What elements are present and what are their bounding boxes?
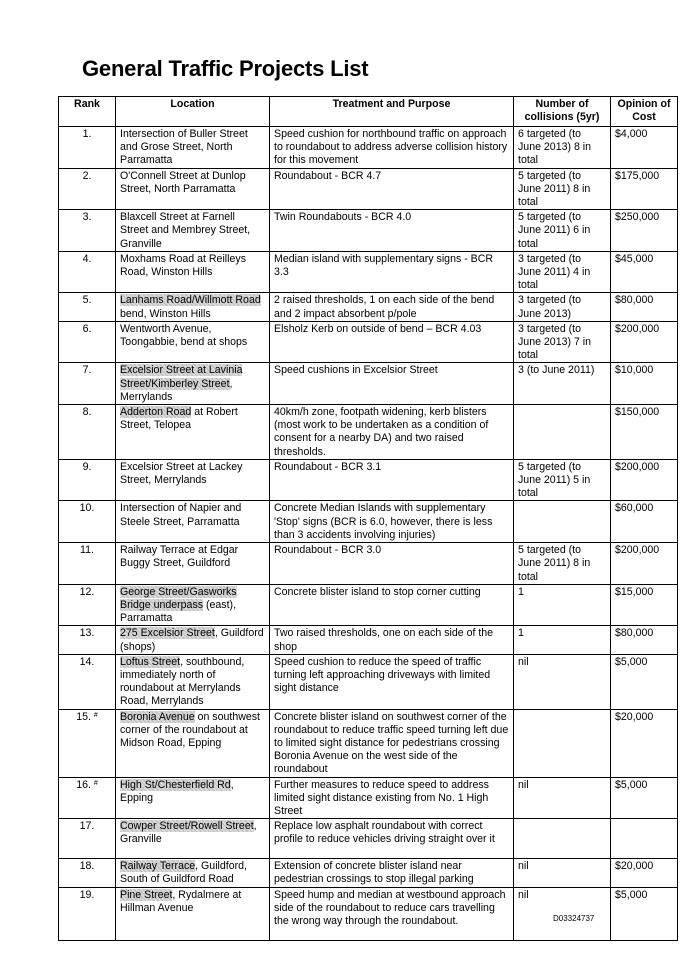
collisions-cell: nil [514,859,611,887]
cost-cell: $10,000 [611,363,678,405]
collisions-cell: 5 targeted (to June 2011) 8 in total [514,543,611,585]
table-row [59,405,678,460]
treatment-cell: Concrete blister island on southwest corner of the roundabout to reduce traffic speed turning left due to limited sight distance for pedestrians crossing Boronia Avenue on the west side of the roundabout [270,709,514,777]
table-row [59,321,678,363]
rank-number: 11. [80,544,94,557]
location-cell [116,459,270,501]
location-text: bend, Winston Hills [120,307,211,320]
rank-cell [59,363,116,405]
rank-number: 7. [82,364,92,377]
rank-number: 19. [79,888,95,901]
treatment-cell: Extension of concrete blister island near pedestrian crossings to stop illegal parking [270,859,514,887]
rank-number: 17. [79,820,95,833]
rank-cell [59,168,116,210]
header-collisions: Number of collisions (5yr) [514,97,611,127]
collisions-cell: 1 [514,626,611,654]
table-row [59,501,678,543]
table-row [59,626,678,654]
location-cell [116,887,270,940]
treatment-cell: Speed cushions in Excelsior Street [270,363,514,405]
table-row [59,819,678,859]
location-cell [116,321,270,363]
rank-cell [59,777,116,819]
rank-cell [59,709,116,777]
header-treatment: Treatment and Purpose [270,97,514,127]
table-row [59,210,678,252]
highlighted-location: Cowper Street/Rowell Street [120,820,254,833]
header-location: Location [116,97,270,127]
rank-footnote-mark: # [93,711,98,719]
rank-number: 2. [82,169,92,182]
collisions-cell [514,709,611,777]
collisions-cell [514,405,611,460]
rank-number: 15. [76,710,91,723]
rank-cell [59,459,116,501]
location-text: Railway Terrace at Edgar Buggy Street, Guildford [120,544,239,570]
location-text: , Epping [120,778,234,804]
rank-number: 10. [79,502,95,515]
rank-footnote-mark: # [93,779,98,787]
treatment-cell: Speed cushion for northbound traffic on approach to roundabout to address adverse collision history for this movement [270,127,514,169]
cost-cell: $45,000 [611,251,678,293]
location-cell [116,363,270,405]
rank-number: 18. [79,860,95,873]
collisions-cell: 3 (to June 2011) [514,363,611,405]
treatment-cell: Speed hump and median at westbound approach side of the roundabout to reduce cars travelling the wrong way through the roundabout. [270,887,514,940]
cost-cell: $60,000 [611,501,678,543]
collisions-cell: 6 targeted (to June 2013) 8 in total [514,127,611,169]
table-row [59,859,678,887]
cost-cell: $150,000 [611,405,678,460]
highlighted-location: Pine Street [120,888,173,901]
cost-cell: $175,000 [611,168,678,210]
table-row [59,127,678,169]
treatment-cell: 40km/h zone, footpath widening, kerb blisters (most work to be undertaken as a condition of consent for a nearby DA) and two raised thresholds. [270,405,514,460]
collisions-cell: 3 targeted (to June 2013) [514,293,611,321]
cost-cell [611,819,678,859]
location-text: , Granville [120,820,257,846]
collisions-cell: nil [514,887,611,940]
location-cell [116,819,270,859]
rank-cell [59,859,116,887]
collisions-cell: nil [514,777,611,819]
rank-number: 8. [82,406,92,419]
location-cell [116,654,270,709]
location-cell [116,127,270,169]
cost-cell: $80,000 [611,293,678,321]
rank-cell [59,626,116,654]
collisions-cell: 5 targeted (to June 2011) 6 in total [514,210,611,252]
location-text: Intersection of Napier and Steele Street, Parramatta [120,502,242,528]
table-row [59,459,678,501]
rank-cell [59,501,116,543]
rank-cell [59,819,116,859]
cost-cell: $15,000 [611,584,678,626]
location-cell [116,501,270,543]
rank-cell [59,210,116,252]
highlighted-location: Loftus Street [120,655,181,668]
location-text: O'Connell Street at Dunlop Street, North Parramatta [120,169,246,195]
location-text: at Robert Street, Telopea [120,406,238,432]
location-text: (east), Parramatta [120,598,237,625]
collisions-cell: 3 targeted (to June 2011) 4 in total [514,251,611,293]
treatment-cell: Speed cushion to reduce the speed of traffic turning left approaching driveways with limited sight distance [270,654,514,709]
location-text: , Rydalmere at Hillman Avenue [120,888,242,914]
highlighted-location: Adderton Road [120,406,192,419]
treatment-cell: Median island with supplementary signs - BCR 3.3 [270,251,514,293]
cost-cell: $20,000 [611,859,678,887]
treatment-cell: Concrete blister island to stop corner cutting [270,584,514,626]
cost-cell: $20,000 [611,709,678,777]
rank-cell [59,405,116,460]
location-cell [116,859,270,887]
cost-cell: $5,000 [611,777,678,819]
page-title: General Traffic Projects List [82,56,369,81]
rank-cell [59,127,116,169]
rank-number: 12. [79,585,95,598]
treatment-cell: Two raised thresholds, one on each side of the shop [270,626,514,654]
header-row [59,97,678,127]
rank-cell [59,584,116,626]
table-row [59,251,678,293]
cost-cell: $200,000 [611,321,678,363]
table-row [59,168,678,210]
rank-cell [59,251,116,293]
location-text: Excelsior Street at Lackey Street, Merrylands [120,460,243,487]
cost-cell: $5,000 [611,887,678,940]
highlighted-location: High St/Chesterfield Rd [120,778,231,791]
table-body [59,127,678,941]
rank-number: 4. [82,252,92,265]
location-cell [116,168,270,210]
collisions-cell: 1 [514,584,611,626]
location-cell [116,543,270,585]
location-text: , Guildford (shops) [120,627,264,653]
table-row [59,777,678,819]
treatment-cell: Concrete Median Islands with supplementary 'Stop' signs (BCR is 6.0, however, there is less than 3 accidents involving injuries) [270,501,514,543]
treatment-cell: 2 raised thresholds, 1 on each side of the bend and 2 impact absorbent p/pole [270,293,514,321]
highlighted-location: Excelsior Street at Lavinia Street/Kimberley Street [120,364,243,390]
treatment-cell: Roundabout - BCR 3.1 [270,459,514,501]
rank-cell [59,654,116,709]
treatment-cell: Replace low asphalt roundabout with correct profile to reduce vehicles driving straight over it [270,819,514,859]
rank-cell [59,293,116,321]
rank-number: 9. [82,460,92,473]
table-row [59,363,678,405]
rank-number: 1. [82,128,92,140]
location-cell [116,584,270,626]
document-reference: D03324737 [553,914,595,923]
location-cell [116,251,270,293]
rank-number: 6. [82,322,92,335]
location-text: Moxhams Road at Reilleys Road, Winston Hills [120,252,246,279]
treatment-cell: Roundabout - BCR 4.7 [270,168,514,210]
location-cell [116,293,270,321]
cost-cell: $5,000 [611,654,678,709]
collisions-cell [514,819,611,859]
rank-number: 16. [76,778,91,791]
table-row [59,543,678,585]
projects-table [58,96,678,941]
table-row [59,293,678,321]
location-text: , Guildford, South of Guildford Road [120,860,247,886]
rank-number: 13. [79,627,95,640]
highlighted-location: 275 Excelsior Street [120,627,215,640]
highlighted-location: George Street/Gasworks Bridge underpass [120,585,237,611]
location-cell [116,777,270,819]
location-cell [116,626,270,654]
rank-cell [59,887,116,940]
rank-cell [59,543,116,585]
location-text: Wentworth Avenue, Toongabbie, bend at shops [120,322,248,349]
rank-number: 14. [79,655,95,668]
cost-cell: $250,000 [611,210,678,252]
header-rank: Rank [59,97,116,127]
rank-number: 5. [82,294,92,307]
location-text: , southbound, immediately north of roundabout at Merrylands Road, Merrylands [120,655,245,708]
location-cell [116,210,270,252]
rank-cell [59,321,116,363]
location-text: Intersection of Buller Street and Grose Street, North Parramatta [120,128,248,167]
highlighted-location: Railway Terrace [120,860,196,873]
table-row [59,709,678,777]
table-row [59,584,678,626]
treatment-cell: Twin Roundabouts - BCR 4.0 [270,210,514,252]
location-text: , Merrylands [120,377,233,403]
location-text: Blaxcell Street at Farnell Street and Membrey Street, Granville [120,211,251,250]
cost-cell: $200,000 [611,459,678,501]
treatment-cell: Roundabout - BCR 3.0 [270,543,514,585]
rank-number: 3. [82,211,92,224]
cost-cell: $200,000 [611,543,678,585]
location-text: on southwest corner of the roundabout at Midson Road, Epping [120,710,260,749]
location-cell [116,709,270,777]
treatment-cell: Further measures to reduce speed to address limited sight distance existing from No. 1 High Street [270,777,514,819]
treatment-cell: Elsholz Kerb on outside of bend – BCR 4.03 [270,321,514,363]
highlighted-location: Boronia Avenue [120,710,195,723]
header-cost: Opinion of Cost [611,97,678,127]
cost-cell: $80,000 [611,626,678,654]
collisions-cell: nil [514,654,611,709]
collisions-cell: 5 targeted (to June 2011) 5 in total [514,459,611,501]
collisions-cell [514,501,611,543]
table-row [59,654,678,709]
collisions-cell: 3 targeted (to June 2013) 7 in total [514,321,611,363]
highlighted-location: Lanhams Road/Willmott Road [120,294,261,307]
collisions-cell: 5 targeted (to June 2011) 8 in total [514,168,611,210]
cost-cell: $4,000 [611,127,678,169]
location-cell [116,405,270,460]
